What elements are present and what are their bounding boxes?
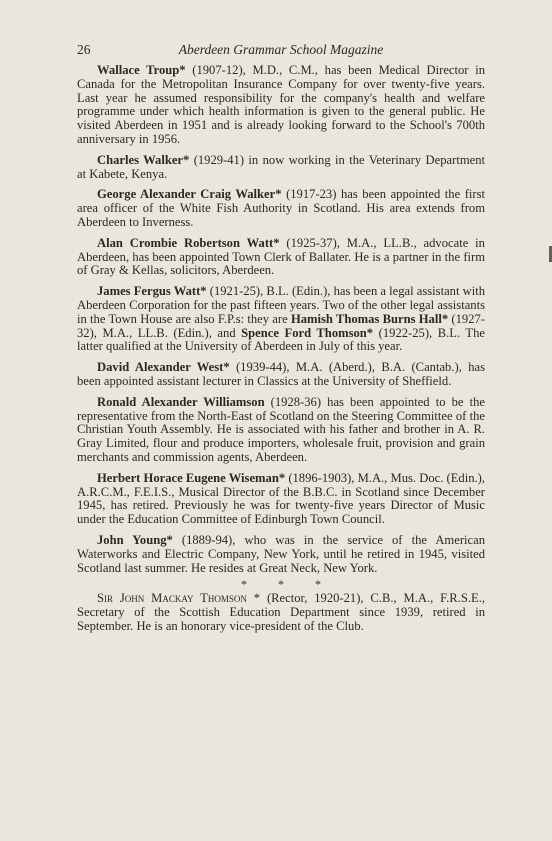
- entry-james-watt: [77, 285, 485, 354]
- entry-williamson: [77, 396, 485, 465]
- entry-alan-watt: [77, 237, 485, 278]
- entry-name: Herbert Horace Eugene Wiseman*: [97, 470, 286, 485]
- entry-text: (1925-37), M.A., LL.B., advocate in Aberdeen, has been appointed Town Clerk of Ballater. He is a partner in the firm of Gray & Kellas, solicitors, Aberdeen.: [77, 235, 485, 278]
- entry-name-hall: Hamish Thomas Burns Hall*: [290, 311, 449, 326]
- entry-name: John Young*: [97, 532, 173, 547]
- entry-young: [77, 534, 485, 575]
- entry-text: * (Rector, 1920-21), C.B., M.A., F.R.S.E., Secretary of the Scottish Education Department since 1939, retired in September. He is an honorary vice-president of the Club.: [77, 591, 485, 633]
- entry-name: Alan Crombie Robertson Watt*: [97, 235, 280, 250]
- entry-text: (1917-23) has been appointed the first area officer of the White Fish Authority in Scotland. His area extends from Aberdeen to Inverness.: [77, 187, 485, 229]
- entry-name: James Fergus Watt*: [97, 284, 207, 299]
- entry-text: (1896-1903), M.A., Mus. Doc. (Edin.), A.R.C.M., F.E.I.S., Musical Director of the B.B.C. in Scotland since December 1945, has retired. Previously he was for twenty-five years Director of Music under the Education Committee of Edinburgh Town Council.: [77, 470, 485, 527]
- entry-sir-john-thomson: [77, 592, 485, 633]
- entry-charles-walker: [77, 154, 485, 182]
- entry-troup: [77, 64, 485, 147]
- entry-name: David Alexander West*: [97, 360, 230, 375]
- section-separator: * * *: [241, 577, 335, 592]
- page-header: [77, 42, 485, 60]
- entry-west: [77, 361, 485, 389]
- running-title: Aberdeen Grammar School Magazine: [178, 42, 384, 57]
- page-number: 26: [77, 42, 91, 57]
- entry-name: Sir John Mackay Thomson: [97, 591, 247, 606]
- entry-name-thomson: Spence Ford Thomson*: [241, 325, 374, 340]
- entry-text: (1921-25), B.L. (Edin.), has been a legal assistant with Aberdeen Corporation for the past fifteen years. Two of the other legal assistants in the Town House are also F.P.s: they are: [77, 284, 486, 326]
- entry-text: (1929-41) in now working in the Veterinary Department at Kabete, Kenya.: [77, 152, 486, 181]
- entry-text: (1939-44), M.A. (Aberd.), B.A. (Cantab.), has been appointed assistant lecturer in Classics at the University of Sheffield.: [77, 360, 485, 388]
- entry-name: Charles Walker*: [97, 152, 190, 167]
- page-body: [77, 64, 485, 641]
- entry-wiseman: [77, 472, 485, 527]
- entry-text: (1889-94), who was in the service of the American Waterworks and Electric Company, New York, until he retired in 1945, visited Scotland last summer. He resides at Great Neck, New York.: [77, 532, 485, 575]
- entry-name: Wallace Troup*: [97, 63, 186, 77]
- entry-text: (1928-36) has been appointed to be the representative from the North-East of Scotland on the Steering Committee of the Christian Youth Assembly. He is associated with his father and brother in A. R. Gray Limited, flour and produce importers, wholesale fruit, provision and grain merchants and commission agents, Aberdeen.: [77, 394, 485, 464]
- entry-text: (1927-32), M.A., LL.B. (Edin.), and: [77, 311, 485, 340]
- entry-george-walker: [77, 188, 485, 229]
- entry-text: (1907-12), M.D., C.M., has been Medical Director in Canada for the Metropolitan Insurance Company for over twenty-five years. Last year he assumed responsibility for the company's health and welfare programme under which health information is given to the general public. He visited Aberdeen in 1951 and is already looking forward to the School's 700th anniversary in 1956.: [77, 63, 485, 146]
- entry-name: Ronald Alexander Williamson: [97, 394, 265, 409]
- entry-text: (1922-25), B.L. The latter qualified at the University of Aberdeen in July of this year.: [77, 325, 486, 354]
- entry-name: George Alexander Craig Walker*: [97, 187, 282, 202]
